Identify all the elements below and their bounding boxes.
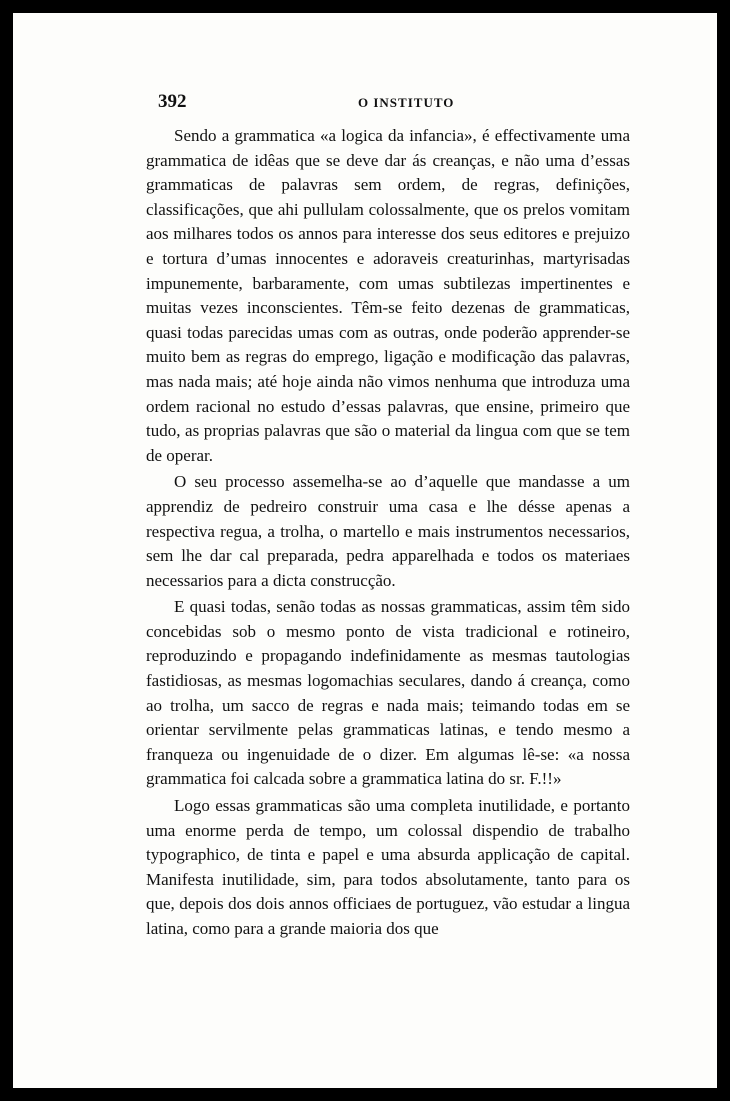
paragraph: Logo essas grammaticas são uma completa inutilidade, e portanto uma enorme perda de tempo, um colossal dispendio de trabalho typographico, de tinta e papel e uma absurda applicação de capital. Manifesta inutilidade, sim, para todos absolutamente, tanto para os que, depois dos dois annos officiaes de portuguez, vão estudar a lingua latina, como para a grande maioria dos que [146, 796, 630, 938]
running-title: O INSTITUTO [358, 95, 455, 110]
body-text [146, 124, 630, 942]
page-number: 392 [158, 91, 187, 112]
paragraph: Sendo a grammatica «a logica da infancia», é effectivamente uma grammatica de idêas que se deve dar ás creanças, e não uma d’essas grammaticas de palavras sem ordem, de regras, definições, classificações, que ahi pullulam colossalmente, que os prelos vomitam aos milhares todos os annos para interesse dos seus editores e prejuizo e tortura d’umas innocentes e adoraveis creaturinhas, martyrisadas impunemente, barbaramente, com umas subtilezas impertinentes e muitas vezes inconscientes. Têm-se feito dezenas de grammaticas, quasi todas parecidas umas com as outras, onde poderão apprender-se muito bem as regras do emprego, ligação e modificação das palavras, mas nada mais; até hoje ainda não vimos nenhuma que introduza uma ordem racional no estudo d’essas palavras, que ensine, primeiro que tudo, as proprias palavras que são o material da lingua com que se tem de operar. [146, 126, 630, 465]
paragraph: E quasi todas, senão todas as nossas grammaticas, assim têm sido concebidas sob o mesmo ponto de vista tradicional e rotineiro, reproduzindo e propagando indefinidamente as mesmas tautologias fastidiosas, as mesmas logomachias seculares, dando á creança, como ao trolha, um sacco de regras e nada mais; teimando todas em se orientar servilmente pelas grammaticas latinas, e tendo mesmo a franqueza ou ingenuidade de o dizer. Em algumas lê-se: «a nossa grammatica foi calcada sobre a grammatica latina do sr. F.!!» [146, 597, 630, 789]
paragraph: O seu processo assemelha-se ao d’aquelle que mandasse a um apprendiz de pedreiro construir uma casa e lhe désse apenas a respectiva regua, a trolha, o martello e mais instrumentos necessarios, sem lhe dar cal preparada, pedra apparelhada e todos os materiaes necessarios para a dicta construcção. [146, 472, 630, 590]
page-header [158, 91, 643, 121]
